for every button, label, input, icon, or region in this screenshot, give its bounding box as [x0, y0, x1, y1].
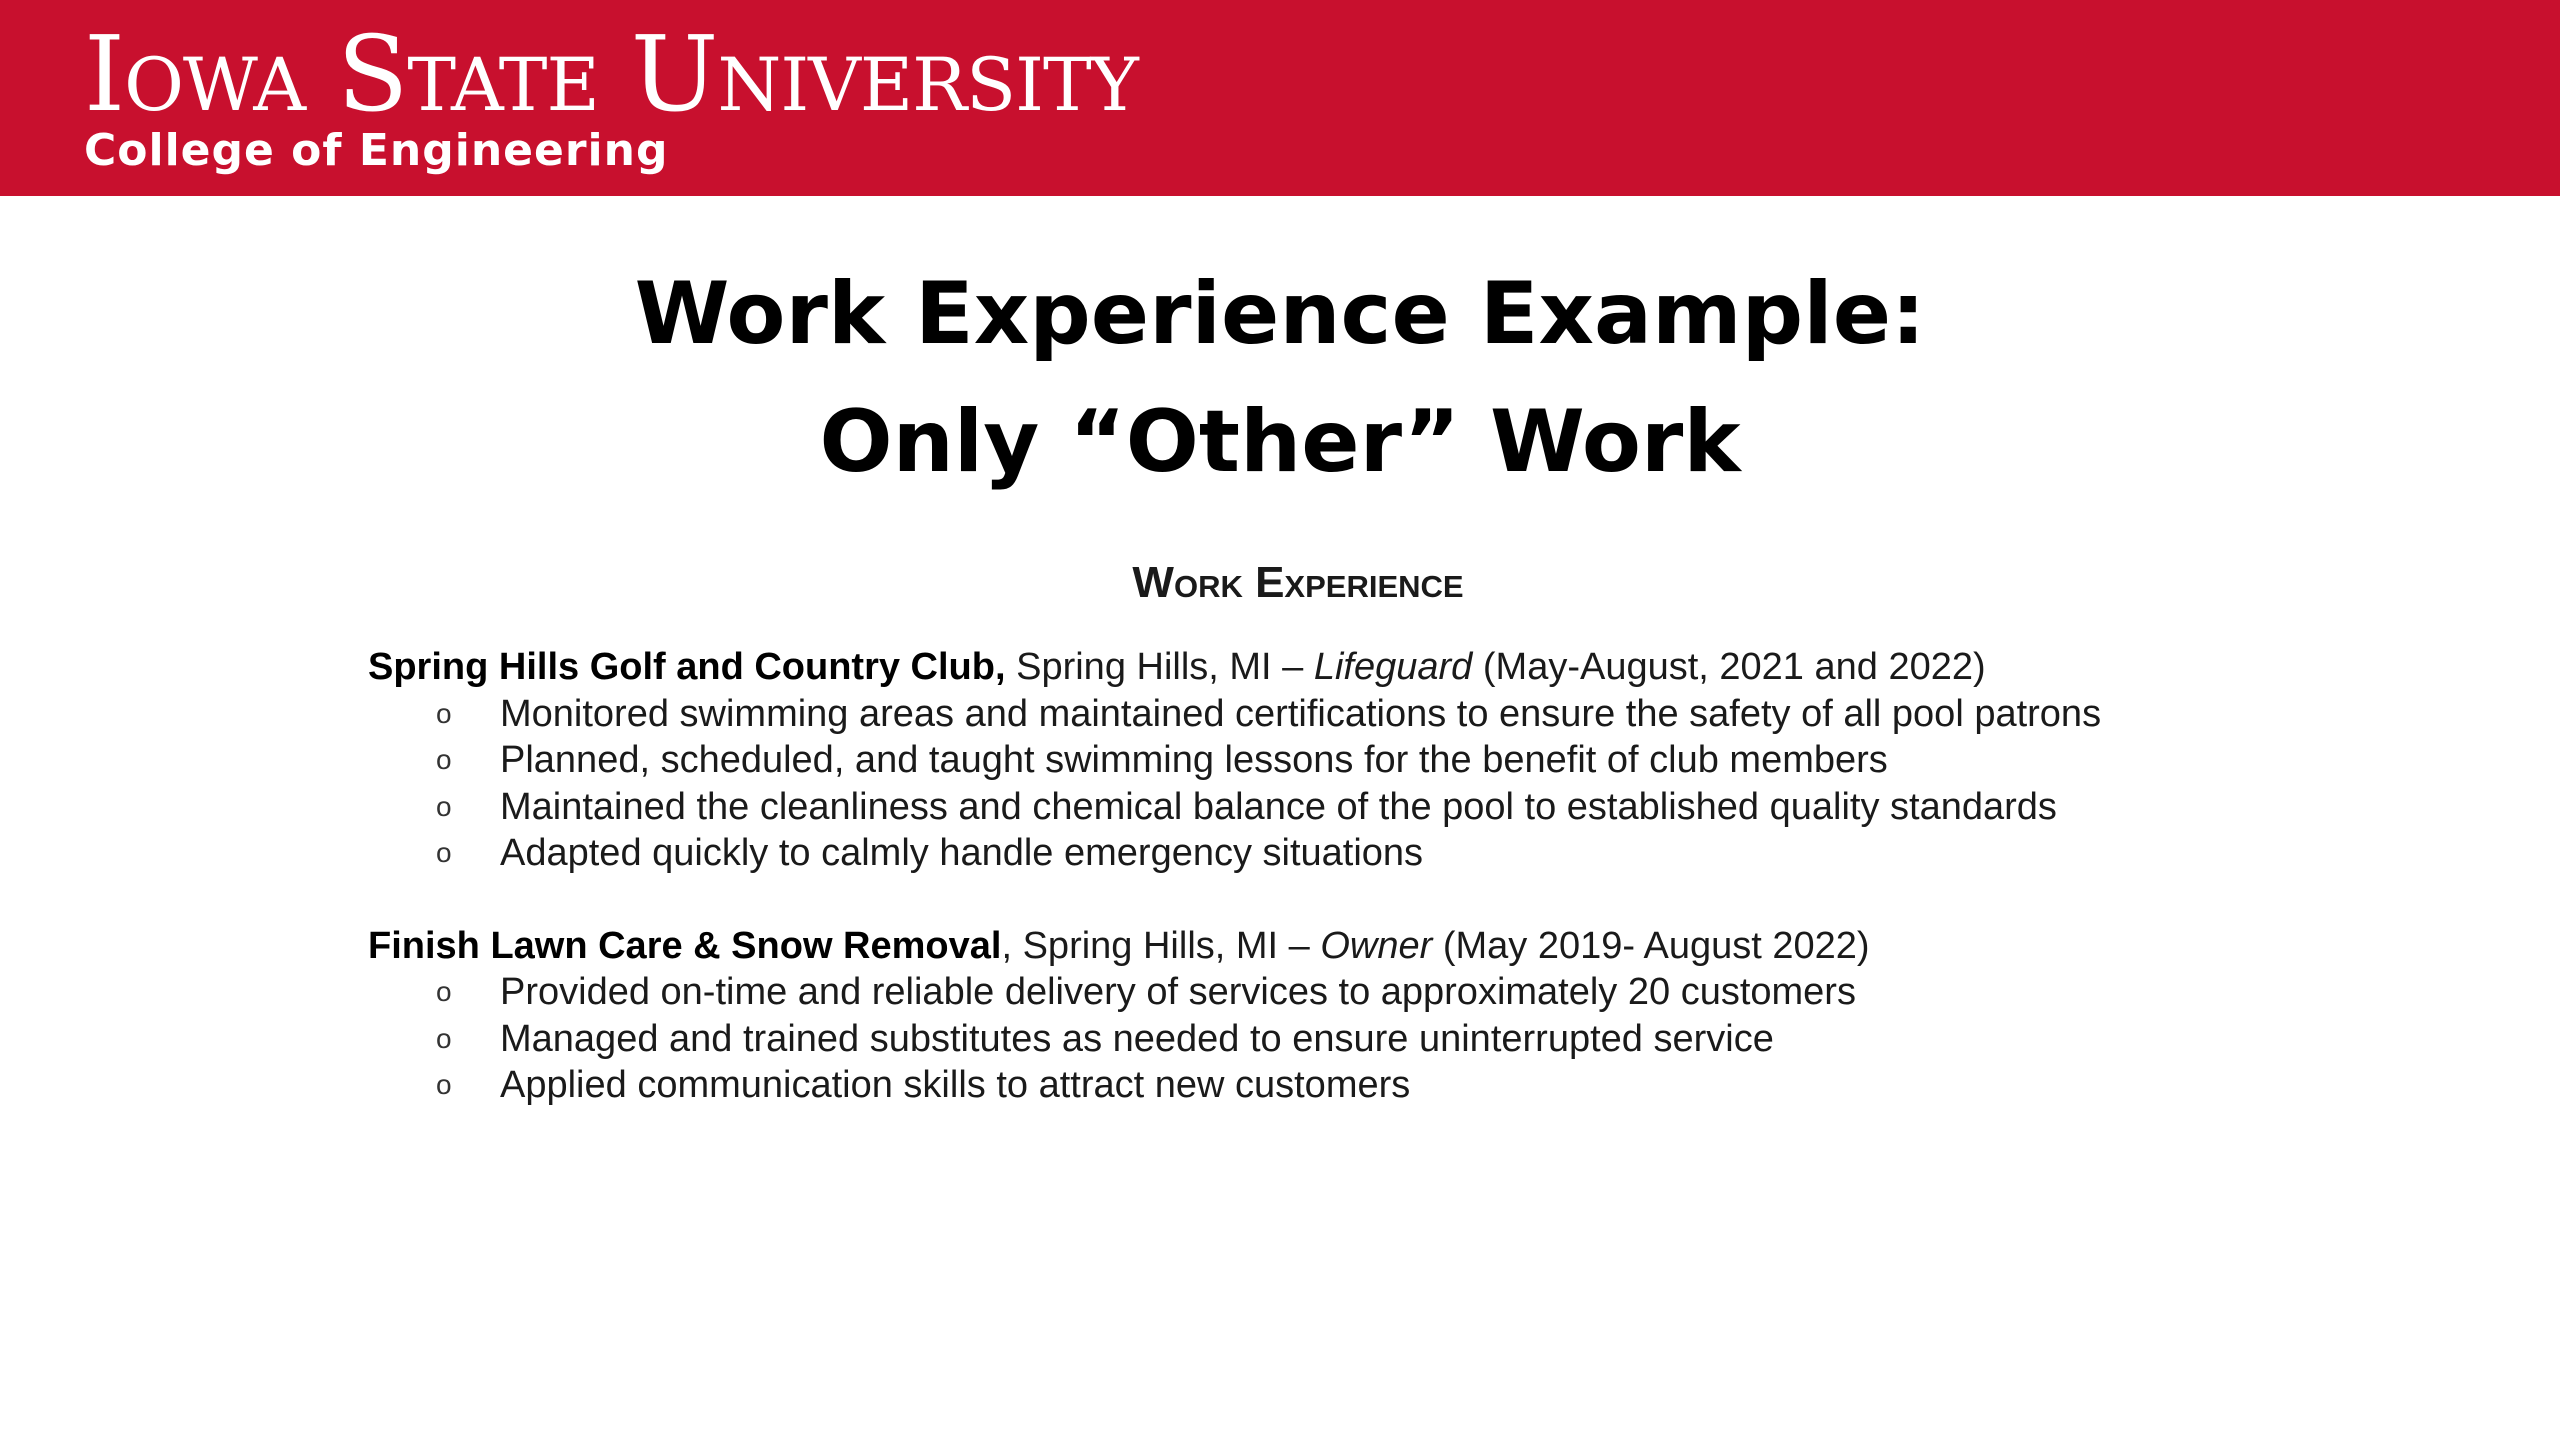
job-entry — [368, 644, 2228, 877]
job-header — [368, 644, 2228, 691]
hollow-bullet-icon: o — [436, 790, 452, 822]
hollow-bullet-icon: o — [436, 744, 452, 775]
hollow-bullet-icon: o — [436, 976, 452, 1007]
bullet-item — [368, 830, 2228, 877]
header-banner — [0, 0, 2560, 196]
job-location: , Spring Hills, MI – — [1001, 924, 1321, 967]
bullet-text: Adapted quickly to calmly handle emergency situations — [500, 832, 1424, 874]
bullet-text: Maintained the cleanliness and chemical balance of the pool to established quality standards — [500, 785, 2057, 828]
bullet-item — [368, 969, 2228, 1016]
slide-title — [0, 250, 2560, 506]
job-dates: (May-August, 2021 and 2022) — [1472, 646, 1986, 688]
bullet-item — [368, 737, 2228, 784]
job-header — [368, 923, 2228, 970]
job-role: Lifeguard — [1313, 646, 1473, 688]
hollow-bullet-icon: o — [436, 697, 452, 729]
slide-title-line-1: Work Experience Example: — [634, 264, 1926, 364]
bullet-text: Provided on-time and reliable delivery of services to approximately 20 customers — [500, 971, 1856, 1013]
bullet-item — [368, 1062, 2228, 1109]
bullet-text: Managed and trained substitutes as needed to ensure uninterrupted service — [500, 1017, 1774, 1060]
bullet-list — [368, 691, 2228, 877]
bullet-text: Applied communication skills to attract new customers — [500, 1064, 1411, 1106]
university-name: Iowa State University — [84, 13, 1138, 135]
bullet-item — [368, 1016, 2228, 1063]
job-role: Owner — [1320, 924, 1433, 967]
employer-name: Spring Hills Golf and Country Club, — [368, 646, 1006, 688]
job-dates: (May 2019- August 2022) — [1432, 924, 1870, 967]
hollow-bullet-icon: o — [436, 837, 452, 868]
job-location: Spring Hills, MI – — [1005, 646, 1314, 688]
section-heading: Work Experience — [1132, 558, 1464, 607]
college-name: College of Engineering — [84, 125, 669, 176]
employer-name: Finish Lawn Care & Snow Removal — [368, 924, 1002, 967]
bullet-text: Monitored swimming areas and maintained certifications to ensure the safety of all pool patrons — [500, 692, 2102, 735]
hollow-bullet-icon: o — [436, 1069, 452, 1100]
bullet-list — [368, 969, 2228, 1109]
bullet-item — [368, 784, 2228, 831]
hollow-bullet-icon: o — [436, 1022, 452, 1054]
bullet-text: Planned, scheduled, and taught swimming lessons for the benefit of club members — [500, 739, 1888, 781]
resume-excerpt — [368, 556, 2228, 1155]
slide-title-line-2: Only “Other” Work — [819, 392, 1741, 492]
job-entry — [368, 923, 2228, 1109]
bullet-item — [368, 691, 2228, 738]
